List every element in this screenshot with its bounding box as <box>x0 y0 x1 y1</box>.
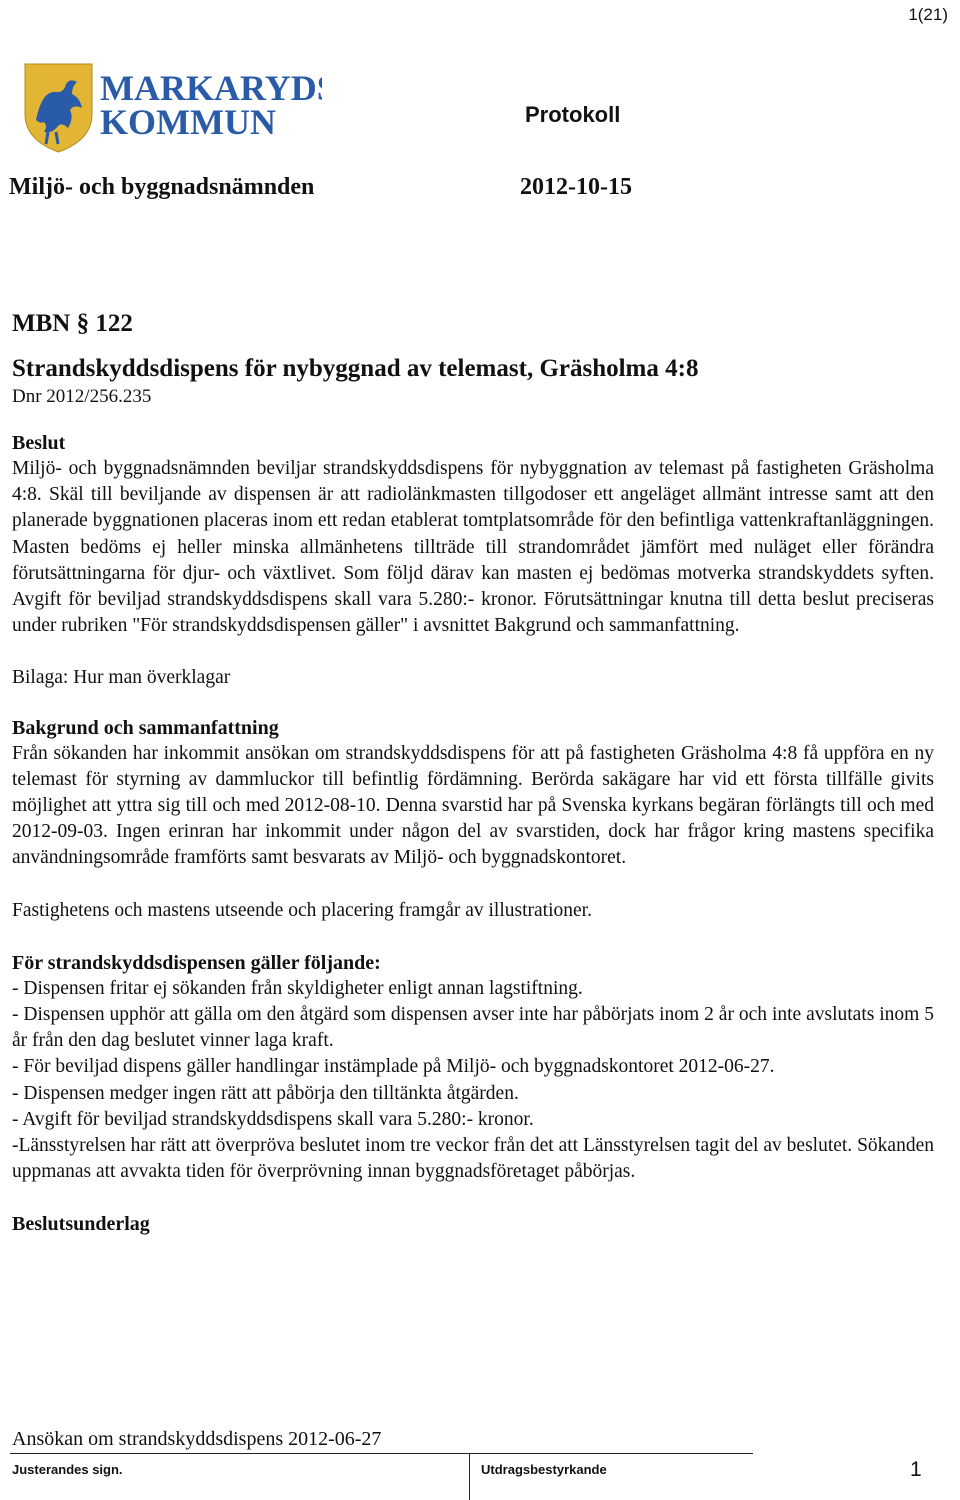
case-title: Strandskyddsdispens för nybyggnad av telemast, Gräsholma 4:8 <box>12 355 699 382</box>
list-item: - Dispensen fritar ej sökanden från skyldigheter enligt annan lagstiftning. <box>12 977 583 999</box>
basis-heading: Beslutsunderlag <box>12 1213 150 1236</box>
list-item: - Dispensen medger ingen rätt att påbörja den tilltänkta åtgärden. <box>12 1082 519 1104</box>
logo-text-line1: MARKARYDS <box>100 68 322 108</box>
meeting-date: 2012-10-15 <box>520 174 632 200</box>
logo-text-line2: KOMMUN <box>100 102 276 142</box>
background-paragraph: Från sökanden har inkommit ansökan om strandskyddsdispens för att på fastigheten Gräsholma 4:8 få uppföra en ny telemast för styrning av dammluckor till befintlig fördämning. Berörda sakägare har vid ett första tillfälle givits möjlighet att yttra sig till och med 2012-08-10. Denna svarstid har på Svenska kyrkans begäran förlängts till och med 2012-09-03. Ingen erinran har inkommit under någon del av svarstiden, dock har frågor kring mastens specifika användningsområde framförts samt besvarats av Miljö- och byggnadskontoret. <box>12 742 934 869</box>
document-type: Protokoll <box>525 102 621 127</box>
case-number: MBN § 122 <box>12 310 133 337</box>
list-item: - Avgift för beviljad strandskyddsdispens skall vara 5.280:- kronor. <box>12 1108 534 1130</box>
footer-divider <box>469 1454 470 1500</box>
basis-item: Ansökan om strandskyddsdispens 2012-06-27 <box>12 1428 382 1450</box>
footer-signature-label: Justerandes sign. <box>12 1462 123 1477</box>
footer-rule <box>10 1453 753 1454</box>
list-item: -Länsstyrelsen har rätt att överpröva beslutet inom tre veckor från det att Länsstyrelsen tagit del av beslutet. Sökanden uppmanas att avvakta tiden för överprövning innan byggnadsföretaget påbörjas. <box>12 1135 934 1183</box>
list-item: - Dispensen upphör att gälla om den åtgärd som dispensen avser inte har påbörjats inom 2 år och inte avslutats inom 5 år från den dag beslutet vinner laga kraft. <box>12 1004 934 1052</box>
protocol-body <box>12 309 934 1237</box>
list-item: - För beviljad dispens gäller handlingar instämplade på Miljö- och byggnadskontoret 2012-06-27. <box>12 1056 775 1078</box>
footer-page-number: 1 <box>910 1458 922 1481</box>
committee-name: Miljö- och byggnadsnämnden <box>9 174 315 200</box>
footer-certification-label: Utdragsbestyrkande <box>481 1462 607 1477</box>
municipality-logo <box>22 62 322 154</box>
attachment-note: Bilaga: Hur man överklagar <box>12 667 231 689</box>
background-heading: Bakgrund och sammanfattning <box>12 716 279 739</box>
decision-heading: Beslut <box>12 432 66 454</box>
requirements-heading: För strandskyddsdispensen gäller följande: <box>12 951 381 974</box>
page-indicator: 1(21) <box>908 5 948 24</box>
illustrations-note: Fastighetens och mastens utseende och placering framgår av illustrationer. <box>12 899 592 921</box>
requirements-list <box>12 976 934 1186</box>
logo-crest-icon <box>22 62 322 154</box>
decision-text: Miljö- och byggnadsnämnden beviljar strandskyddsdispens för nybyggnation av telemast på fastigheten Gräsholma 4:8. Skäl till beviljande av dispensen är att radiolänkmasten tillgodoser ett angeläget allmänt intresse samt att den planerade byggnationen placeras inom ett redan etablerat tomtplatsområde för den befintliga vattenkraftanläggningen. Masten bedöms ej heller minska allmänhetens tillträde till strandområdet jämfört med nuläget eller förändra förutsättningarna för djur- och växtlivet. Som följd därav kan masten ej bedömas motverka strandskyddets syften. Avgift för beviljad strandskyddsdispens skall vara 5.280:- kronor. Förutsättningar knutna till detta beslut preciseras under rubriken "För strandskyddsdispensen gäller" i avsnittet Bakgrund och sammanfattning. <box>12 458 934 637</box>
case-dnr: Dnr 2012/256.235 <box>12 386 152 407</box>
